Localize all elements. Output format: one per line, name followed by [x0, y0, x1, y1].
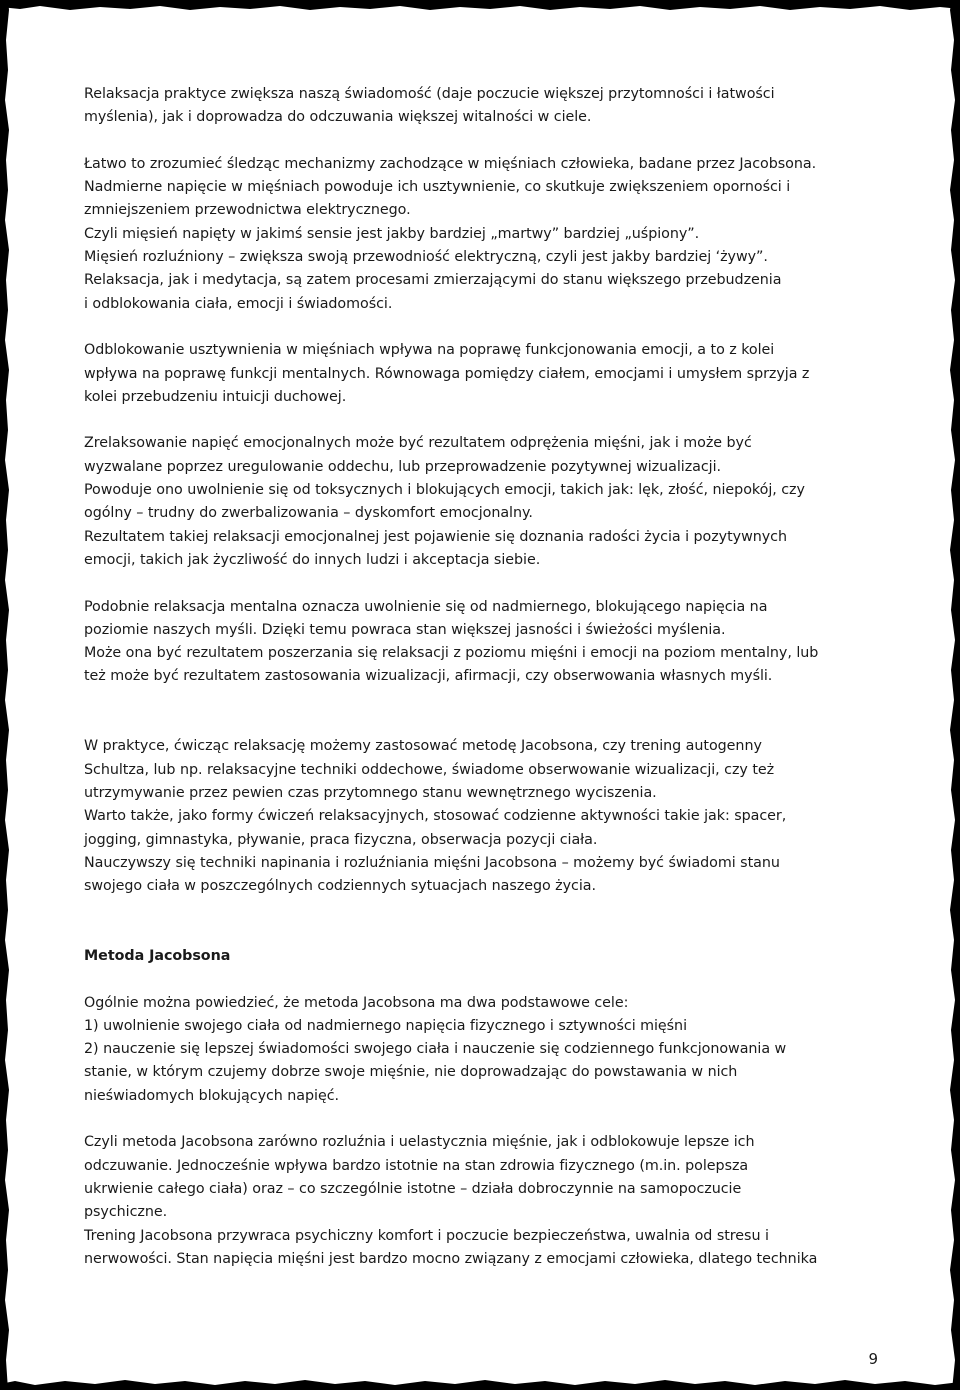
paragraph-jacobson-effects: Czyli metoda Jacobsona zarówno rozluźnia i uelastycznia mięśnie, jak i odblokowuje lepsze ich odczuwanie. Jednocześnie wpływa bardzo istotnie na stan zdrowia fizycznego (m.in. polepsza ukrwienie całego ciała) oraz – co szczególnie istotne – działa dobroczynnie na samopoczucie psychiczne. Trening Jacobsona przywraca psychiczny komfort i poczucie bezpieczeństwa, uwalnia od stresu i nerwowości. Stan napięcia mięśni jest bardzo mocno związany z emocjami człowieka, dlatego technika	[84, 1134, 818, 1267]
document-body	[84, 83, 884, 1271]
paragraph-practice-methods: W praktyce, ćwicząc relaksację możemy zastosować metodę Jacobsona, czy trening autogenny Schultza, lub np. relaksacyjne techniki oddechowe, świadome obserwowanie wizualizacji, czy też utrzymywanie przez pewien czas przytomnego stanu wewnętrznego wyciszenia. Warto także, jako formy ćwiczeń relaksacyjnych, stosować codzienne aktywności takie jak: spacer, jogging, gimnastyka, pływanie, praca fizyczna, obserwacja pozycji ciała. Nauczywszy się techniki napinania i rozluźniania mięśni Jacobsona – możemy być świadomi stanu swojego ciała w poszczególnych codziennych sytuacjach naszego życia.	[84, 738, 787, 895]
paragraph-unblocking-stiffness: Odblokowanie usztywnienia w mięśniach wpływa na poprawę funkcjonowania emocji, a to z kolei wpływa na poprawę funkcji mentalnych. Równowaga pomiędzy ciałem, emocjami i umysłem sprzyja z kolei przebudzeniu intuicji duchowej.	[84, 342, 810, 405]
section-heading-jacobson-method: Metoda Jacobsona	[84, 947, 231, 964]
paragraph-mental-relaxation: Podobnie relaksacja mentalna oznacza uwolnienie się od nadmiernego, blokującego napięcia na poziomie naszych myśli. Dzięki temu powraca stan większej jasności i świeżości myślenia. Może ona być rezultatem poszerzania się relaksacji z poziomu mięśni i emocji na poziom mentalny, lub też może być rezultatem zastosowania wizualizacji, afirmacji, czy obserwowania własnych myśli.	[84, 598, 819, 685]
page-number: 9	[868, 1350, 878, 1368]
paragraph-jacobson-goals: Ogólnie można powiedzieć, że metoda Jacobsona ma dwa podstawowe cele: 1) uwolnienie swojego ciała od nadmiernego napięcia fizycznego i sztywności mięśni 2) nauczenie się lepszej świadomości swojego ciała i nauczenie się codziennego funkcjonowania w stanie, w którym czujemy dobrze swoje mięśnie, nie doprowadzając do powstawania w nich nieświadomych blokujących napięć.	[84, 994, 787, 1104]
paragraph-emotional-relaxation: Zrelaksowanie napięć emocjonalnych może być rezultatem odprężenia mięśni, jak i może być wyzwalane poprzez uregulowanie oddechu, lub przeprowadzenie pozytywnej wizualizacji. Powoduje ono uwolnienie się od toksycznych i blokujących emocji, takich jak: lęk, złość, niepokój, czy ogólny – trudny do zwerbalizowania – dyskomfort emocjonalny. Rezultatem takiej relaksacji emocjonalnej jest pojawienie się doznania radości życia i pozytywnych emocji, takich jak życzliwość do innych ludzi i akceptacja siebie.	[84, 435, 805, 568]
paragraph-relaxation-awareness: Relaksacja praktyce zwiększa naszą świadomość (daje poczucie większej przytomności i łatwości myślenia), jak i doprowadza do odczuwania większej witalności w ciele.	[84, 86, 775, 126]
paragraph-muscle-mechanisms: Łatwo to zrozumieć śledząc mechanizmy zachodzące w mięśniach człowieka, badane przez Jacobsona. Nadmierne napięcie w mięśniach powoduje ich usztywnienie, co skutkuje zwiększeniem oporności i zmniejszeniem przewodnictwa elektrycznego. Czyli mięsień napięty w jakimś sensie jest jakby bardziej „martwy” bardziej „uśpiony”. Mięsień rozluźniony – zwiększa swoją przewodniość elektryczną, czyli jest jakby bardziej ‘żywy”. Relaksacja, jak i medytacja, są zatem procesami zmierzającymi do stanu większego przebudzenia i odblokowania ciała, emocji i świadomości.	[84, 155, 817, 312]
